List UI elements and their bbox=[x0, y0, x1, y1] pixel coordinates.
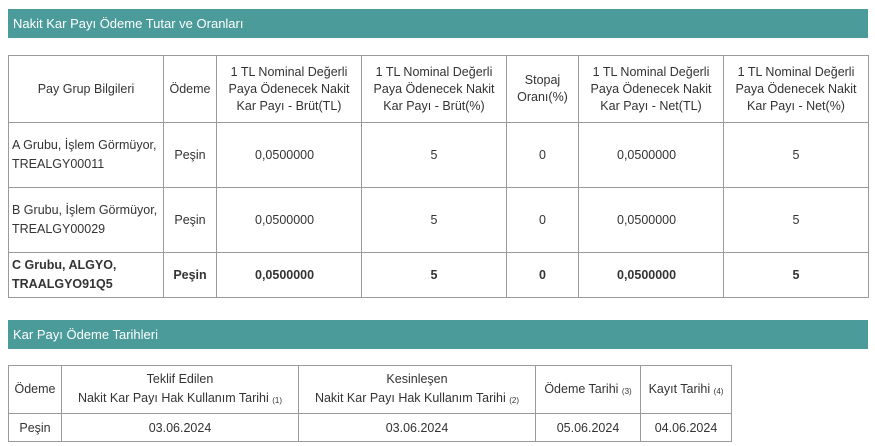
net-pct-cell: 5 bbox=[724, 253, 869, 298]
withholding-cell: 0 bbox=[507, 253, 579, 298]
col-header-net-tl: 1 TL Nominal Değerli Paya Ödenecek Nakit Kar Payı - Net(TL) bbox=[579, 56, 724, 123]
col-header-payment: Ödeme bbox=[164, 56, 217, 123]
gross-tl-cell: 0,0500000 bbox=[217, 253, 362, 298]
col-header-gross-tl: 1 TL Nominal Değerli Paya Ödenecek Nakit Kar Payı - Brüt(TL) bbox=[217, 56, 362, 123]
dividend-amounts-table bbox=[8, 55, 869, 298]
offered-label: Teklif Edilen bbox=[146, 372, 214, 386]
footnote-ref: (2) bbox=[509, 396, 520, 405]
record-date-label: Kayıt Tarihi bbox=[648, 381, 711, 396]
gross-pct-cell: 5 bbox=[362, 253, 507, 298]
offered-sublabel: Nakit Kar Payı Hak Kullanım Tarihi bbox=[77, 391, 269, 405]
gross-tl-cell: 0,0500000 bbox=[217, 188, 362, 253]
net-tl-cell: 0,0500000 bbox=[579, 123, 724, 188]
net-pct-cell: 5 bbox=[724, 123, 869, 188]
withholding-cell: 0 bbox=[507, 188, 579, 253]
col-header-payment: Ödeme bbox=[9, 366, 62, 414]
footnote-ref: (4) bbox=[713, 386, 724, 396]
col-header-net-pct: 1 TL Nominal Değerli Paya Ödenecek Nakit Kar Payı - Net(%) bbox=[724, 56, 869, 123]
payment-cell: Peşin bbox=[9, 414, 62, 442]
footnote-ref: (3) bbox=[621, 386, 632, 396]
col-header-withholding: Stopaj Oranı(%) bbox=[507, 56, 579, 123]
group-info-cell: B Grubu, İşlem Görmüyor, TREALGY00029 bbox=[9, 188, 164, 253]
section-header-payment-dates: Kar Payı Ödeme Tarihleri bbox=[8, 320, 868, 349]
col-header-final-date bbox=[299, 366, 536, 414]
final-sublabel: Nakit Kar Payı Hak Kullanım Tarihi bbox=[314, 391, 506, 405]
gross-pct-cell: 5 bbox=[362, 188, 507, 253]
payment-cell: Peşin bbox=[164, 253, 217, 298]
payment-date-label: Ödeme Tarihi bbox=[544, 381, 619, 396]
final-label: Kesinleşen bbox=[386, 372, 448, 386]
col-header-record-date bbox=[641, 366, 732, 414]
net-pct-cell: 5 bbox=[724, 188, 869, 253]
payment-cell: Peşin bbox=[164, 188, 217, 253]
table-row bbox=[9, 123, 869, 188]
table-header-row bbox=[9, 366, 732, 414]
withholding-cell: 0 bbox=[507, 123, 579, 188]
col-header-gross-pct: 1 TL Nominal Değerli Paya Ödenecek Nakit Kar Payı - Brüt(%) bbox=[362, 56, 507, 123]
payment-dates-table bbox=[8, 365, 732, 442]
offered-date-cell: 03.06.2024 bbox=[62, 414, 299, 442]
col-header-payment-date bbox=[536, 366, 641, 414]
net-tl-cell: 0,0500000 bbox=[579, 188, 724, 253]
group-info-cell: C Grubu, ALGYO, TRAALGYO91Q5 bbox=[9, 253, 164, 298]
table-row bbox=[9, 188, 869, 253]
payment-cell: Peşin bbox=[164, 123, 217, 188]
net-tl-cell: 0,0500000 bbox=[579, 253, 724, 298]
record-date-cell: 04.06.2024 bbox=[641, 414, 732, 442]
group-info-cell: A Grubu, İşlem Görmüyor, TREALGY00011 bbox=[9, 123, 164, 188]
final-date-cell: 03.06.2024 bbox=[299, 414, 536, 442]
section-header-dividend-amounts: Nakit Kar Payı Ödeme Tutar ve Oranları bbox=[8, 9, 868, 38]
footnote-ref: (1) bbox=[272, 396, 283, 405]
payment-date-cell: 05.06.2024 bbox=[536, 414, 641, 442]
col-header-group-info: Pay Grup Bilgileri bbox=[9, 56, 164, 123]
col-header-offered-date bbox=[62, 366, 299, 414]
table-row bbox=[9, 253, 869, 298]
gross-tl-cell: 0,0500000 bbox=[217, 123, 362, 188]
table-header-row bbox=[9, 56, 869, 123]
table-row bbox=[9, 414, 732, 442]
gross-pct-cell: 5 bbox=[362, 123, 507, 188]
